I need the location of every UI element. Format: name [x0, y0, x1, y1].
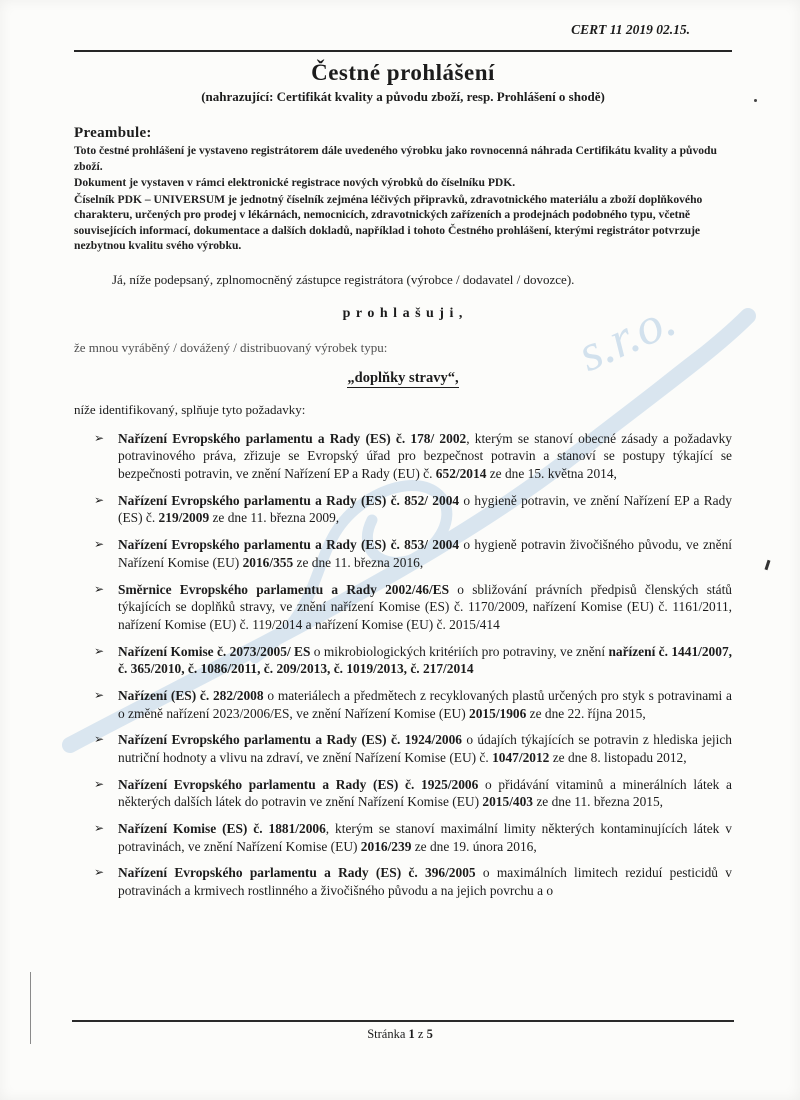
- requirement-bold-segment: 2015/1906: [469, 705, 527, 721]
- declarant-line: Já, níže podepsaný, zplnomocněný zástupce registrátora (výrobce / dodavatel / dovozce).: [112, 271, 575, 287]
- doc-subtitle: (nahrazující: Certifikát kvality a původu zboží, resp. Prohlášení o shodě): [201, 89, 605, 104]
- product-type: „doplňky stravy“,: [347, 369, 459, 386]
- list-item: [94, 820, 732, 855]
- arrow-bullet-icon: ➢: [94, 865, 105, 880]
- list-item: [94, 687, 732, 722]
- list-item: [94, 581, 732, 634]
- scan-artifact: [30, 972, 31, 1044]
- footer-prefix: Stránka: [367, 1027, 409, 1041]
- list-item: [94, 643, 732, 678]
- requirement-bold-segment: 219/2009: [158, 510, 210, 526]
- requirement-bold-segment: Nařízení Evropského parlamentu a Rady (ES) č. 853/ 2004: [118, 537, 460, 553]
- requirement-segment: o materiálech a předmětech z recyklovaných plastů určených pro styk s potravinami a o změně nařízení 2023/2006/ES, ve znění Nařízení Komise (EU): [118, 687, 732, 721]
- scan-artifact: [765, 560, 771, 570]
- preamble-heading: Preambule:: [74, 125, 152, 141]
- requirement-text: [118, 776, 732, 811]
- requirement-segment: ze dne 8. listopadu 2012,: [549, 750, 687, 766]
- requirement-text: [118, 864, 732, 899]
- requirement-text: [118, 731, 732, 766]
- arrow-bullet-icon: ➢: [94, 581, 105, 596]
- requirement-bold-segment: Nařízení Evropského parlamentu a Rady (ES) č. 1925/2006: [118, 776, 479, 792]
- requirement-bold-segment: Nařízení Evropského parlamentu a Rady (ES) č. 396/2005: [118, 865, 476, 881]
- requirement-text: [118, 581, 732, 634]
- preamble-paragraph: Dokument je vystaven v rámci elektronické registrace nových výrobků do číselníku PDK.: [74, 176, 516, 190]
- list-item: [94, 864, 732, 899]
- declaration-word: p r o h l a š u j i ,: [342, 305, 464, 321]
- requirements-list: [74, 430, 732, 900]
- requirement-bold-segment: Nařízení Komise č. 2073/2005/ ES: [118, 643, 311, 659]
- requirement-segment: o přidávání vitaminů a minerálních látek a některých dalších látek do potravin ve znění Nařízení Komise (EU): [118, 776, 732, 810]
- requirement-segment: ze dne 11. března 2009,: [209, 510, 340, 526]
- requirement-bold-segment: Nařízení Evropského parlamentu a Rady (ES) č. 178/ 2002: [118, 430, 467, 446]
- arrow-bullet-icon: ➢: [94, 776, 105, 791]
- requirement-segment: ze dne 11. března 2015,: [533, 794, 664, 810]
- requirement-bold-segment: Nařízení Evropského parlamentu a Rady (ES) č. 1924/2006: [118, 732, 462, 748]
- list-item: [94, 731, 732, 766]
- requirement-bold-segment: 1047/2012: [492, 750, 550, 766]
- arrow-bullet-icon: ➢: [94, 430, 105, 445]
- requirement-bold-segment: nařízení č. 1441/2007, č. 365/2010, č. 1086/2011, č. 209/2013, č. 1019/2013, č. 217/2014: [118, 643, 732, 677]
- watermark-text: s.r.o.: [569, 290, 684, 383]
- requirement-segment: ze dne 19. února 2016,: [411, 838, 537, 854]
- requirement-segment: o sbližování právních předpisů členských států týkajících se doplňků stravy, ve znění nařízení Komise (ES) č. 1170/2009, nařízení Komise (EU) č. 1161/2011, nařízení Komise (EU) č. 119/2014 a nařízení Komise (EU) č. 2015/414: [118, 581, 732, 632]
- requirement-text: [118, 492, 732, 527]
- requirement-bold-segment: Nařízení (ES) č. 282/2008: [118, 687, 264, 703]
- arrow-bullet-icon: ➢: [94, 492, 105, 507]
- arrow-bullet-icon: ➢: [94, 732, 105, 747]
- product-line: že mnou vyráběný / dovážený / distribuovaný výrobek typu:: [74, 339, 388, 355]
- list-item: [94, 536, 732, 571]
- requirement-bold-segment: 2015/403: [482, 794, 533, 810]
- requirement-bold-segment: 652/2014: [435, 466, 487, 482]
- doc-code: CERT 11 2019 02.15.: [571, 22, 690, 37]
- requirement-bold-segment: Nařízení Evropského parlamentu a Rady (ES) č. 852/ 2004: [118, 492, 460, 508]
- requirement-segment: o mikrobiologických kritériích pro potraviny, ve znění: [310, 643, 609, 659]
- requirement-segment: ze dne 15. května 2014,: [486, 466, 617, 482]
- requirement-text: [118, 820, 732, 855]
- arrow-bullet-icon: ➢: [94, 687, 105, 702]
- product-type-wrap: [74, 369, 732, 387]
- requirement-segment: , kterým se stanoví obecné zásady a požadavky potravinového práva, zřizuje se Evropský úřad pro bezpečnost potravin a stanoví se postupy týkající se bezpečnosti potravin, ve znění Nařízení EP a Rady (EU) č.: [118, 430, 733, 482]
- preamble-paragraph: Číselník PDK – UNIVERSUM je jednotný číselník zejména léčivých připravků, zdravotnického materiálu a zboží doplňkového charakteru, určených pro prodej v lékárnách, nemocnicích, zdravotnických zařízeních a prodejnách podobného typu, včetně souvisejících informací, dokumentace a dalších dokladů, například i tohoto Čestného prohlášení, kterými registrátor potvrzuje nezbytnou kvalitu svého výrobku.: [74, 192, 703, 253]
- requirement-text: [118, 687, 732, 722]
- footer-total-pages: 5: [426, 1027, 433, 1041]
- footer-separator: z: [414, 1027, 427, 1041]
- requirement-bold-segment: Směrnice Evropského parlamentu a Rady 2002/46/ES: [118, 581, 450, 597]
- footer-page-number: 1: [408, 1027, 415, 1041]
- arrow-bullet-icon: ➢: [94, 643, 105, 658]
- top-rule: [74, 50, 732, 52]
- list-item: [94, 430, 732, 483]
- requirement-segment: o maximálních limitech reziduí pesticidů v potravinách a krmivech rostlinného a živočišného původu a na jejich povrchu a o: [118, 865, 732, 899]
- requirement-text: [118, 430, 732, 483]
- requirement-bold-segment: 2016/355: [242, 554, 294, 570]
- preamble-block: [74, 143, 732, 254]
- requirement-segment: o údajích týkajících se potravin z hlediska jejich nutriční hodnoty a vlivu na zdraví, ve znění Nařízení Komise (EU) č.: [118, 732, 733, 766]
- requirement-bold-segment: 2016/239: [360, 838, 412, 854]
- requirement-segment: ze dne 11. března 2016,: [293, 554, 424, 570]
- requirement-segment: ze dne 22. října 2015,: [526, 705, 646, 721]
- requirement-segment: o hygieně potravin, ve znění Nařízení EP a Rady (ES) č.: [118, 492, 732, 526]
- list-item: [94, 776, 732, 811]
- arrow-bullet-icon: ➢: [94, 537, 105, 552]
- page-footer: [0, 1027, 800, 1042]
- list-item: [94, 492, 732, 527]
- scan-artifact: [754, 99, 757, 102]
- requirements-intro: níže identifikovaný, splňuje tyto požadavky:: [74, 401, 306, 417]
- requirement-text: [118, 536, 732, 571]
- preamble-paragraph: Toto čestné prohlášení je vystaveno registrátorem dále uvedeného výrobku jako rovnocenná náhrada Certifikátu kvality a původu zboží.: [74, 144, 717, 173]
- arrow-bullet-icon: ➢: [94, 821, 105, 836]
- requirement-text: [118, 643, 732, 678]
- doc-title: Čestné prohlášení: [311, 60, 495, 85]
- requirement-segment: , kterým se stanoví maximální limity některých kontaminujících látek v potravinách, ve znění Nařízení Komise (EU): [118, 821, 732, 854]
- requirement-bold-segment: Nařízení Komise (ES) č. 1881/2006: [118, 821, 326, 837]
- bottom-rule: [72, 1020, 734, 1022]
- requirement-segment: o hygieně potravin živočišného původu, ve znění Nařízení Komise (EU): [118, 537, 732, 570]
